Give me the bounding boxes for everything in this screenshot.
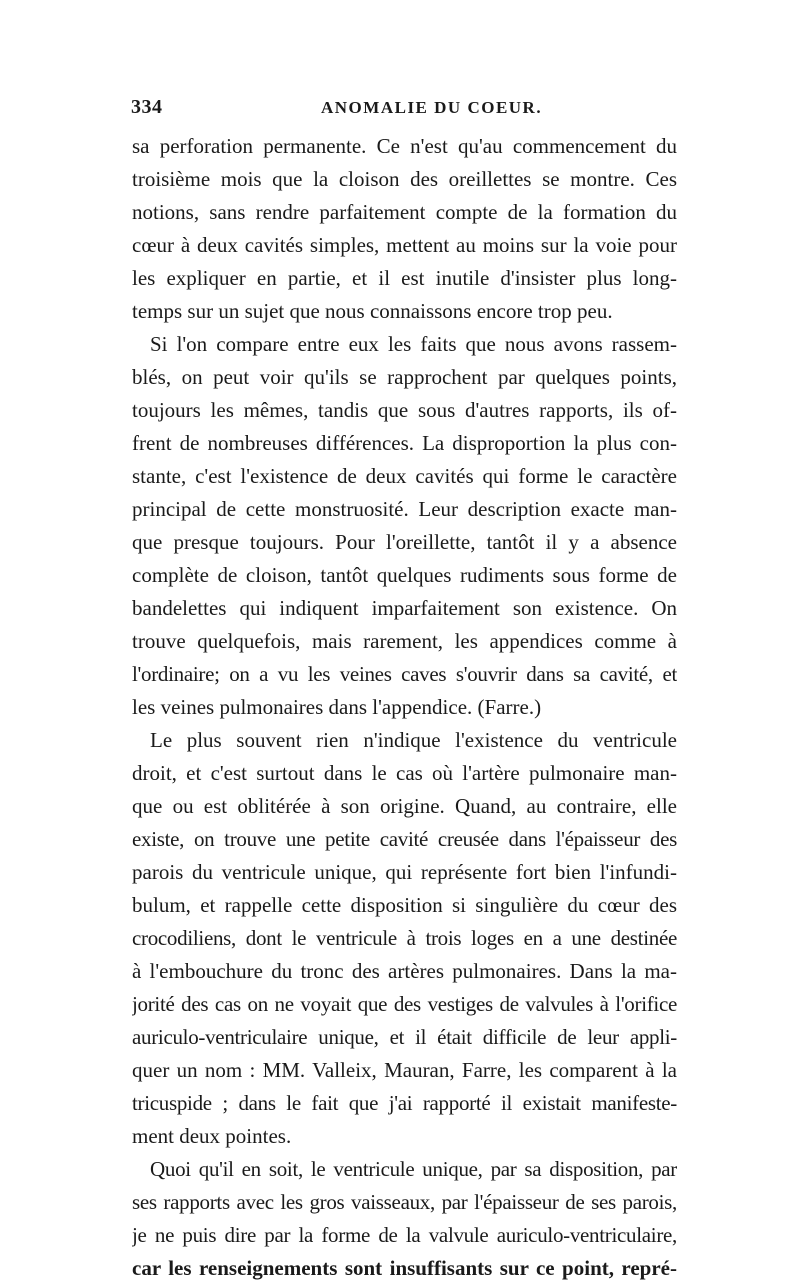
text-line: je ne puis dire par la forme de la valvule auriculo-ventriculaire,: [132, 1223, 677, 1247]
text-line: toujours les mêmes, tandis que sous d'autres rapports, ils of-: [132, 398, 677, 422]
text-line: temps sur un sujet que nous connaissons encore trop peu.: [132, 299, 613, 323]
text-line: frent de nombreuses différences. La disproportion la plus con-: [132, 431, 677, 455]
text-line: complète de cloison, tantôt quelques rudiments sous forme de: [132, 563, 677, 587]
text-line: notions, sans rendre parfaitement compte de la formation du: [132, 200, 677, 224]
text-line: sa perforation permanente. Ce n'est qu'au commencement du: [132, 134, 677, 158]
text-line: existe, on trouve une petite cavité creusée dans l'épaisseur des: [132, 827, 677, 851]
text-line: Le plus souvent rien n'indique l'existence du ventricule: [150, 728, 677, 752]
text-line: bulum, et rappelle cette disposition si singulière du cœur des: [132, 893, 677, 917]
text-line: que ou est oblitérée à son origine. Quand, au contraire, elle: [132, 794, 677, 818]
text-line: parois du ventricule unique, qui représente fort bien l'infundi-: [132, 860, 677, 884]
text-line: cœur à deux cavités simples, mettent au moins sur la voie pour: [132, 233, 677, 257]
text-line: ment deux pointes.: [132, 1124, 292, 1148]
text-line: droit, et c'est surtout dans le cas où l'artère pulmonaire man-: [132, 761, 677, 785]
text-line: bandelettes qui indiquent imparfaitement son existence. On: [132, 596, 677, 620]
text-line: quer un nom : MM. Valleix, Mauran, Farre, les comparent à la: [132, 1058, 677, 1082]
text-line: jorité des cas on ne voyait que des vestiges de valvules à l'orifice: [132, 992, 677, 1016]
page-number: 334: [131, 96, 163, 118]
text-line: principal de cette monstruosité. Leur description exacte man-: [132, 497, 677, 521]
text-line: stante, c'est l'existence de deux cavités qui forme le caractère: [132, 464, 677, 488]
text-line: à l'embouchure du tronc des artères pulmonaires. Dans la ma-: [132, 959, 677, 983]
text-line: blés, on peut voir qu'ils se rapprochent par quelques points,: [132, 365, 677, 389]
running-title: ANOMALIE DU COEUR.: [321, 98, 543, 117]
text-line: Quoi qu'il en soit, le ventricule unique, par sa disposition, par: [150, 1157, 677, 1181]
text-line: crocodiliens, dont le ventricule à trois loges en a une destinée: [132, 926, 677, 950]
text-line: tricuspide ; dans le fait que j'ai rapporté il existait manifeste-: [132, 1091, 677, 1115]
running-head: [131, 96, 676, 122]
text-line: les expliquer en partie, et il est inutile d'insister plus long-: [132, 266, 677, 290]
body-text: [132, 130, 677, 1285]
text-line: l'ordinaire; on a vu les veines caves s'ouvrir dans sa cavité, et: [132, 662, 677, 686]
text-line: les veines pulmonaires dans l'appendice. (Farre.): [132, 695, 542, 719]
text-line: troisième mois que la cloison des oreillettes se montre. Ces: [132, 167, 677, 191]
text-line: Si l'on compare entre eux les faits que nous avons rassem-: [150, 332, 677, 356]
text-line: auriculo-ventriculaire unique, et il était difficile de leur appli-: [132, 1025, 677, 1049]
text-line: car les renseignements sont insuffisants sur ce point, repré-: [132, 1256, 677, 1280]
text-line: trouve quelquefois, mais rarement, les appendices comme à: [132, 629, 677, 653]
text-line: ses rapports avec les gros vaisseaux, par l'épaisseur de ses parois,: [132, 1190, 677, 1214]
text-line: que presque toujours. Pour l'oreillette, tantôt il y a absence: [132, 530, 677, 554]
